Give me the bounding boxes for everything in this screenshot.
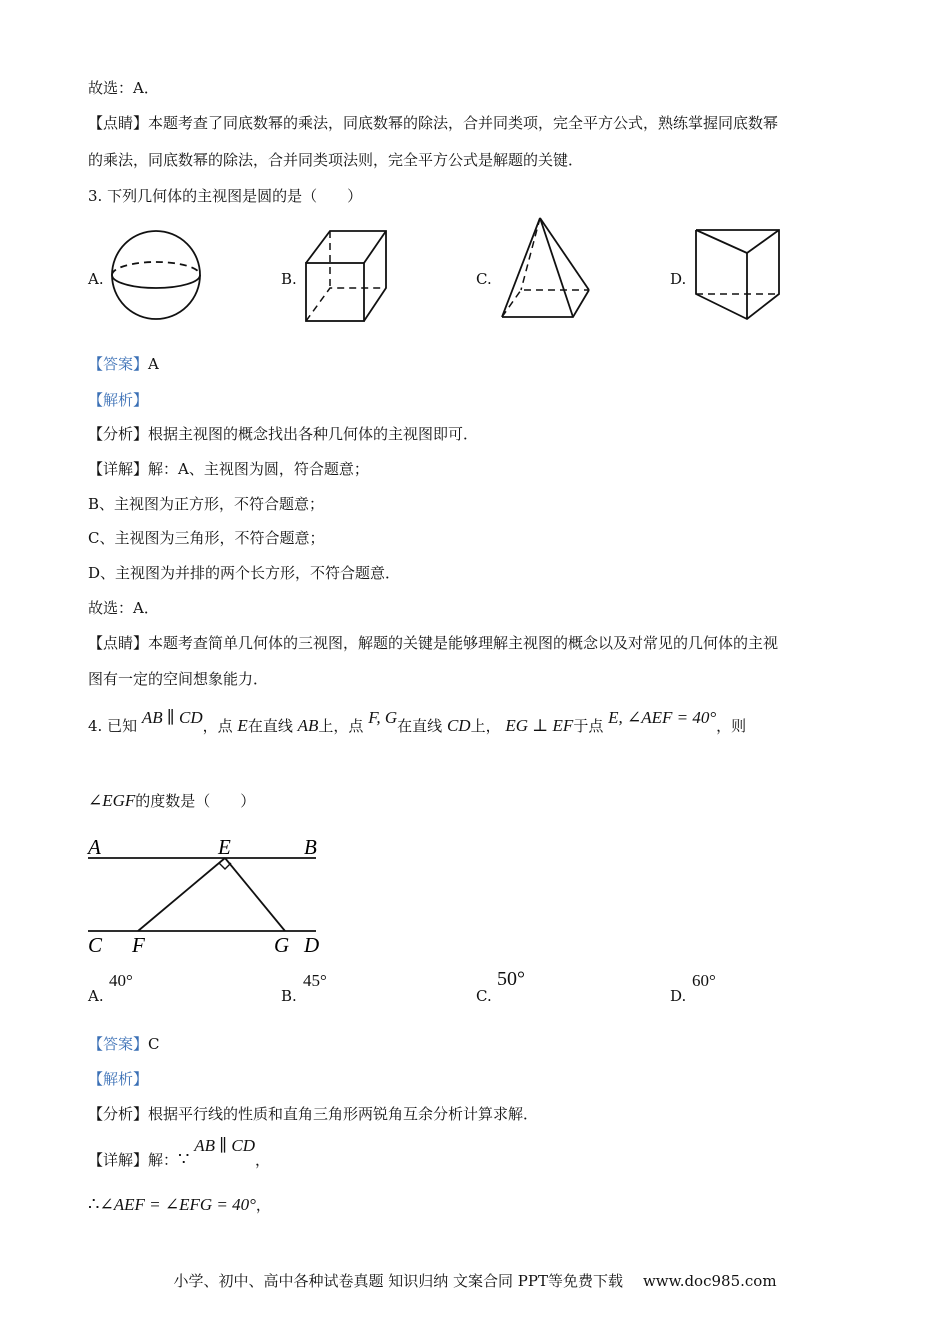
prism-figure [694, 228, 782, 322]
because-end: ， [255, 1151, 271, 1169]
q4-option-c-value: 50° [497, 968, 525, 990]
therefore-math: ∠AEF = ∠EFG = 40° [99, 1195, 256, 1214]
q4-option-a-letter: A. [88, 987, 104, 1005]
q4-option-b-letter: B. [281, 987, 297, 1005]
q4-text-2: 在直线 [247, 717, 293, 735]
therefore-end: ， [255, 1196, 271, 1214]
question-4-stem-2 [88, 791, 255, 811]
q4-math-ab: AB [297, 716, 319, 735]
because-math: AB ∥ CD [194, 1136, 255, 1155]
point-a-label: A [88, 835, 101, 859]
q4-math-cd: CD [446, 716, 471, 735]
q4-fenxi: 【分析】根据平行线的性质和直角三角形两锐角互余分析计算求解． [88, 1105, 539, 1123]
q4-text-1: ，点 [202, 717, 233, 735]
sphere-figure [108, 229, 204, 321]
q4-math-angle: E, ∠AEF = 40° [608, 708, 717, 727]
q4-text-8: 的度数是（ ） [135, 792, 256, 810]
q4-math-egf: ∠EGF [88, 791, 136, 810]
therefore-symbol: ∴ [88, 1194, 100, 1215]
point-e-label: E [218, 835, 231, 859]
q3-answer [88, 354, 159, 374]
q4-therefore [88, 1195, 271, 1215]
because-symbol: ∵ [178, 1149, 190, 1170]
q4-math-perp: EG ⊥ EF [505, 716, 574, 735]
q4-math-e: E [237, 716, 248, 735]
answer-value: A [148, 355, 159, 373]
dianjing-line-2: 的乘法，同底数幂的除法，合并同类项法则，完全平方公式是解题的关键． [88, 151, 584, 169]
q3-option-d-label: D. [670, 270, 687, 288]
q3-option-a-label: A. [88, 270, 104, 288]
answer-tag: 【答案】 [88, 355, 149, 373]
point-g-label: G [274, 933, 290, 957]
parallel-lines-figure [86, 834, 326, 958]
q3-fenxi: 【分析】根据主视图的概念找出各种几何体的主视图即可． [88, 425, 479, 443]
q3-b-explain: B、主视图为正方形，不符合题意； [88, 495, 325, 513]
answer-tag: 【答案】 [88, 1035, 149, 1053]
xiangjie-tag: 【详解】解： [88, 1151, 179, 1169]
question-3-stem: 3. 下列几何体的主视图是圆的是（ ） [88, 187, 363, 205]
q4-option-d-value: 60° [692, 971, 716, 990]
question-4-stem [88, 708, 868, 736]
footer-site-link[interactable]: www.doc985.com [642, 1272, 777, 1290]
line-guxuan-1: 故选：A． [88, 79, 159, 97]
q4-option-c-letter: C. [476, 987, 492, 1005]
footer-text: 小学、初中、高中各种试卷真题 知识归纳 文案合同 PPT等免费下载 [173, 1272, 623, 1290]
q3-guxuan: 故选：A． [88, 599, 159, 617]
cube-figure [303, 228, 389, 324]
q4-analysis-tag: 【解析】 [88, 1070, 149, 1088]
q3-option-c-label: C. [476, 270, 492, 288]
point-f-label: F [132, 933, 145, 957]
q4-text-4: 在直线 [397, 717, 443, 735]
dianjing-line-1: 【点睛】本题考查了同底数幂的乘法，同底数幂的除法，合并同类项，完全平方公式，熟练掌握同底数幂 [88, 114, 779, 132]
q3-xiangjie: 【详解】解：A、主视图为圆，符合题意； [88, 460, 369, 478]
q4-text-5: 上， [470, 717, 501, 735]
pyramid-figure [500, 216, 594, 322]
q3-dianjing-2: 图有一定的空间想象能力． [88, 670, 269, 688]
q3-dianjing-1: 【点睛】本题考查简单几何体的三视图，解题的关键是能够理解主视图的概念以及对常见的几何体的主视 [88, 634, 779, 652]
q4-text-3: 上，点 [318, 717, 364, 735]
point-c-label: C [88, 933, 103, 957]
q3-d-explain: D、主视图为并排的两个长方形，不符合题意． [88, 564, 401, 582]
q4-math-fg: F, G [368, 708, 398, 727]
point-d-label: D [304, 933, 320, 957]
q4-xiangjie [88, 1136, 271, 1170]
answer-value: C [148, 1035, 160, 1053]
q4-text-6: 于点 [573, 717, 604, 735]
point-b-label: B [304, 835, 317, 859]
q3-option-b-label: B. [281, 270, 297, 288]
q4-option-d-letter: D. [670, 987, 687, 1005]
q4-math-parallel: AB ∥ CD [141, 708, 203, 727]
q4-answer [88, 1034, 160, 1054]
q4-num: 4. 已知 [88, 717, 138, 735]
q4-option-a-value: 40° [109, 971, 133, 990]
q3-c-explain: C、主视图为三角形，不符合题意； [88, 529, 325, 547]
q4-option-b-value: 45° [303, 971, 327, 990]
q4-text-7: ，则 [716, 717, 747, 735]
page-footer [0, 1270, 950, 1291]
q3-analysis-tag: 【解析】 [88, 391, 149, 409]
